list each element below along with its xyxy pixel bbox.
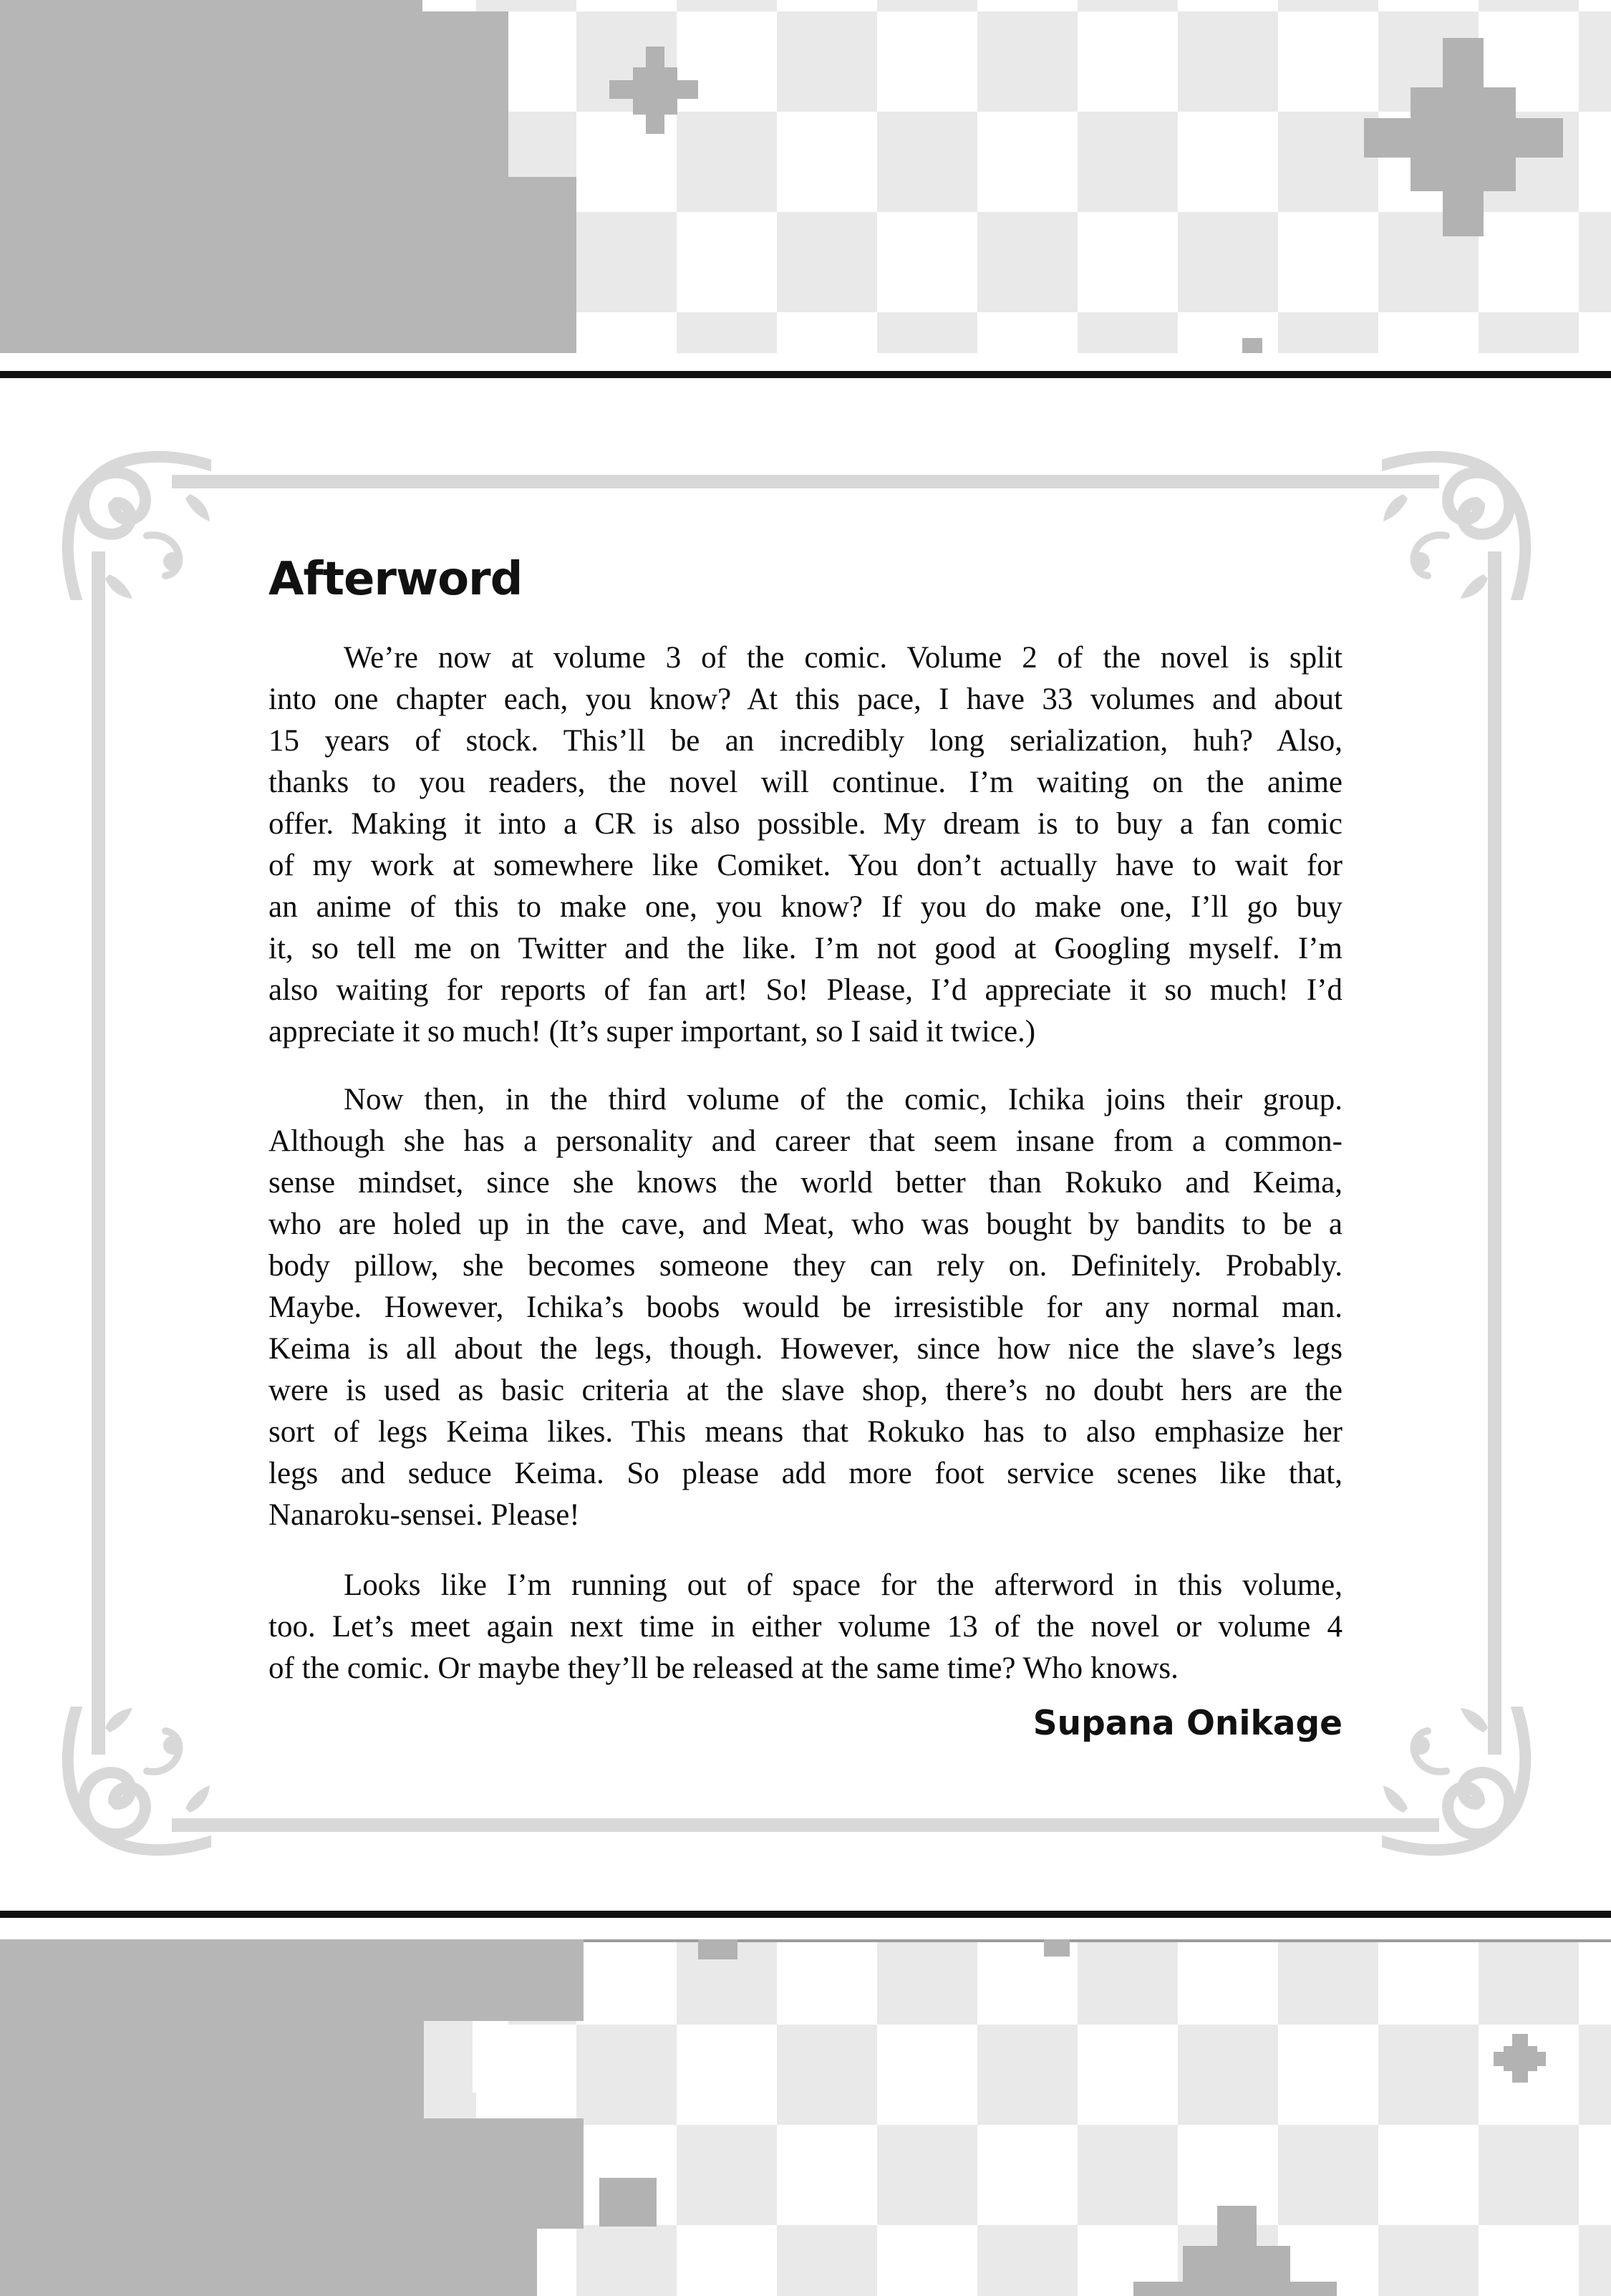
text-line: Looks like I’m running out of space for the afterword in this volume, [344,1568,1342,1602]
text-line: legs and seduce Keima. So please add more foot service scenes like that, [268,1457,1342,1490]
text-line: who are holed up in the cave, and Meat, who was bought by bandits to be a [268,1207,1342,1241]
text-line: too. Let’s meet again next time in either volume 13 of the novel or volume 4 [268,1610,1342,1644]
gray-block [424,2229,537,2296]
text-line: an anime of this to make one, you know? If you do make one, I’ll go buy [268,890,1342,924]
text-line: Nanaroku-sensei. Please! [268,1498,580,1532]
top-divider-line [0,371,1611,378]
text-line: of my work at somewhere like Comiket. You don’t actually have to wait for [268,849,1342,882]
text-line: also waiting for reports of fan art! So! Please, I’d appreciate it so much! I’d [268,973,1342,1007]
text-line: it, so tell me on Twitter and the like. I’m not good at Googling myself. I’m [268,932,1342,965]
pixel-square-icon [1242,338,1262,353]
text-line: Now then, in the third volume of the comic, Ichika joins their group. [344,1083,1342,1116]
light-square [424,2021,473,2118]
bottom-divider-line [0,1911,1611,1918]
text-line: We’re now at volume 3 of the comic. Volume 2 of the novel is split [344,641,1342,675]
top-checker-band [0,0,1611,353]
text-line: of the comic. Or maybe they’ll be released at the same time? Who knows. [268,1651,1179,1685]
pixel-square-icon [599,2178,657,2227]
gray-block [0,177,576,353]
afterword-paragraph [268,1079,1342,1536]
text-line: Maybe. However, Ichika’s boobs would be irresistible for any normal man. [268,1291,1342,1324]
afterword-text [268,637,1342,1743]
frame-border-top [172,475,1439,488]
corner-flourish-icon [1382,1707,1554,1878]
text-line: 15 years of stock. This’ll be an incredibly long serialization, huh? Also, [268,724,1342,758]
gray-block [424,2118,584,2229]
corner-flourish-icon [1382,428,1554,600]
text-line: thanks to you readers, the novel will continue. I’m waiting on the anime [268,766,1342,799]
pixel-square-icon [1044,1939,1070,1957]
pixel-plus-icon [609,80,698,99]
pixel-plus-icon [1364,118,1563,158]
frame-border-right [1488,551,1501,1755]
gray-block [0,2021,424,2296]
pixel-plus-icon [1494,2052,1546,2066]
afterword-paragraph [268,637,1342,1053]
corner-flourish-icon [39,1707,211,1878]
text-line: sense mindset, since she knows the world better than Rokuko and Keima, [268,1166,1342,1200]
gray-block [0,1939,584,2021]
frame-border-bottom [172,1818,1439,1832]
text-line: Although she has a personality and career that seem insane from a common- [268,1124,1342,1158]
text-line: Keima is all about the legs, though. However, since how nice the slave’s legs [268,1332,1342,1366]
text-line: sort of legs Keima likes. This means that Rokuko has to also emphasize her [268,1415,1342,1449]
text-line: were is used as basic criteria at the slave shop, there’s no doubt hers are the [268,1374,1342,1407]
afterword-paragraph [268,1565,1342,1689]
author-signature: Supana Onikage [1032,1704,1342,1743]
text-line: appreciate it so much! (It’s super important, so I said it twice.) [268,1015,1036,1048]
white-square [473,2021,508,2093]
page-title: Afterword [268,553,523,606]
bottom-checker-band [0,1939,1611,2296]
text-line: offer. Making it into a CR is also possible. My dream is to buy a fan comic [268,807,1342,841]
corner-flourish-icon [39,428,211,600]
gray-block [0,11,508,177]
pixel-plus-icon [1133,2282,1337,2296]
pixel-square-icon [698,1939,737,1959]
frame-border-left [92,551,105,1755]
text-line: into one chapter each, you know? At this pace, I have 33 volumes and about [268,682,1342,716]
text-line: body pillow, she becomes someone they can rely on. Definitely. Probably. [268,1249,1342,1283]
